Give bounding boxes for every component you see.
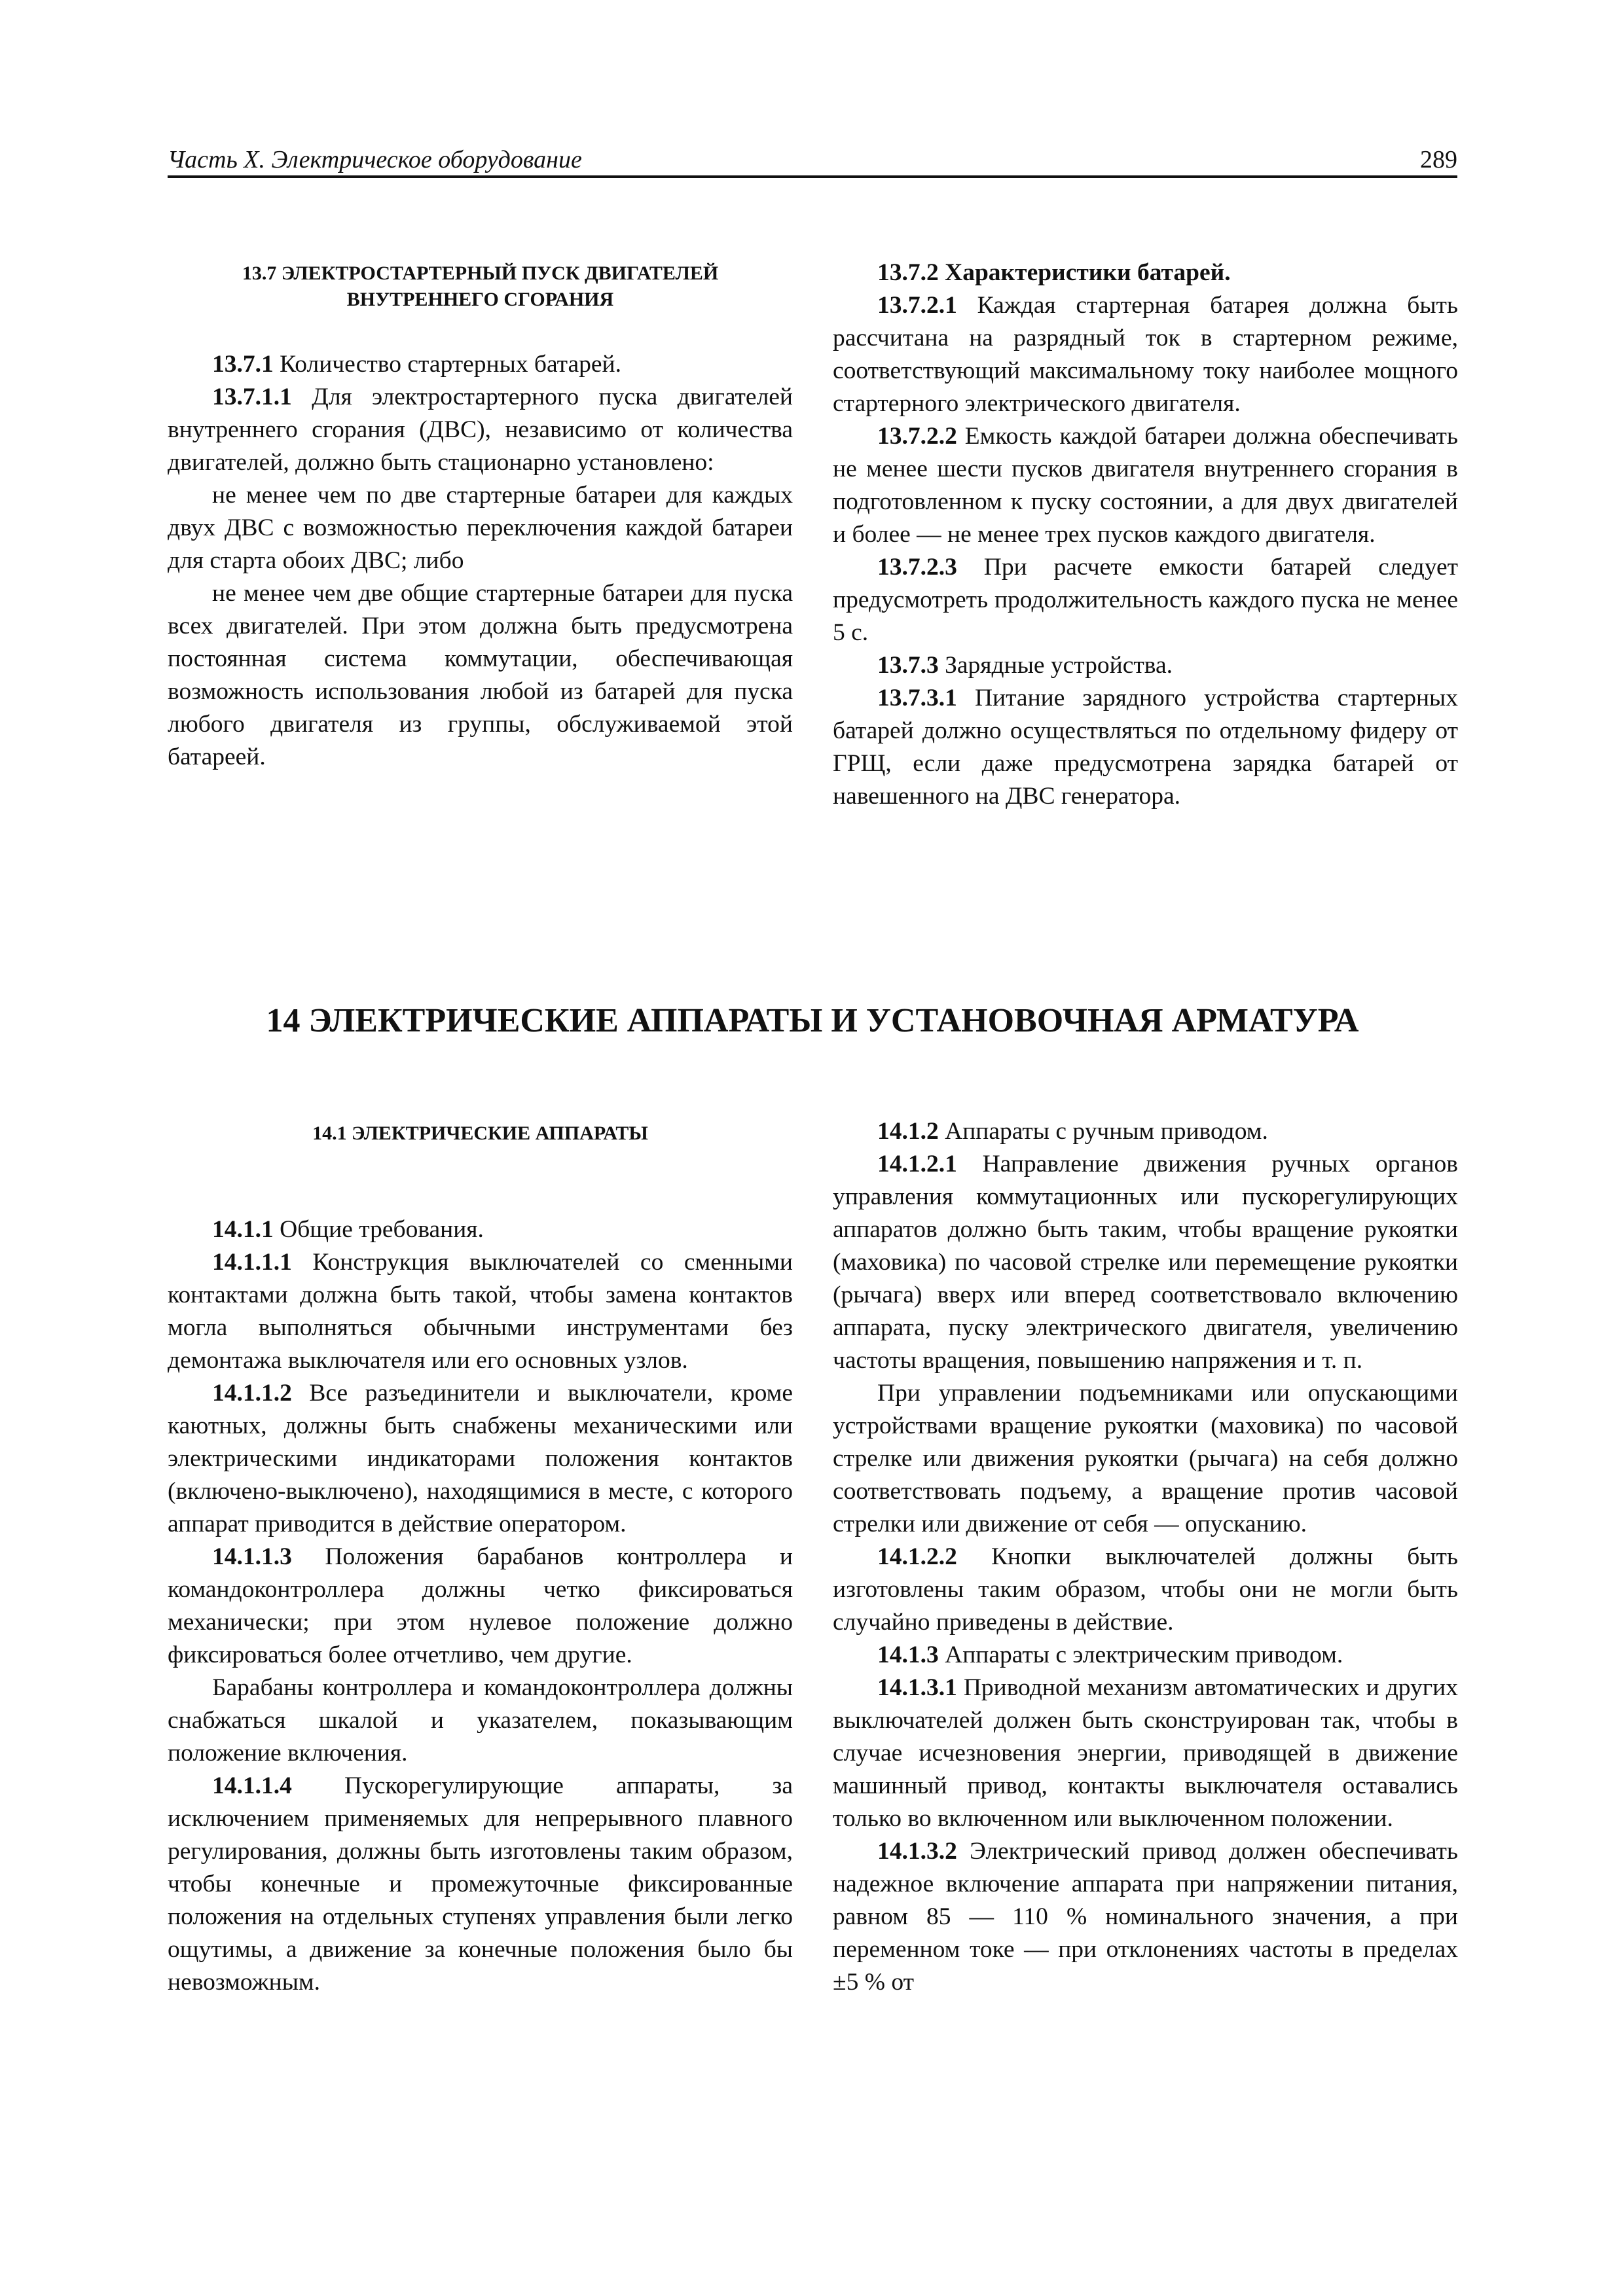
paragraph-14-1-1	[168, 1213, 793, 1246]
clause-number: 14.1.1.4	[212, 1772, 292, 1799]
paragraph-13-7-3-1	[833, 682, 1458, 813]
paragraph-13-7-2-2	[833, 420, 1458, 551]
clause-number: 14.1.2.2	[877, 1543, 957, 1570]
section-13-7-title-line1: 13.7 ЭЛЕКТРОСТАРТЕРНЫЙ ПУСК ДВИГАТЕЛЕЙ	[242, 262, 719, 284]
clause-number: 14.1.2.1	[877, 1151, 957, 1177]
clause-text: Характеристики батарей.	[938, 259, 1231, 286]
clause-number: 14.1.1.1	[212, 1249, 292, 1276]
clause-number: 13.7.2.3	[877, 554, 957, 581]
clause-text: Аппараты с электрическим приводом.	[938, 1641, 1343, 1668]
paragraph-13-7-1-1	[168, 381, 793, 479]
paragraph-14-1-2	[833, 1115, 1458, 1148]
page-number: 289	[1420, 146, 1457, 173]
paragraph-14-1-3-1	[833, 1672, 1458, 1835]
section-13-7-right-column	[833, 257, 1458, 813]
clause-text: Приводной механизм автоматических и других выключателей должен быть сконструирован так, чтобы в случае исчезновения энергии, приводящей в движение машинный привод, контакты выключателя оставались только во включенном или выключенном положении.	[833, 1674, 1458, 1832]
paragraph-13-7-2-3	[833, 551, 1458, 649]
clause-number: 14.1.2	[877, 1118, 939, 1145]
section-13-7-left-column	[168, 260, 793, 774]
clause-text: Зарядные устройства.	[938, 652, 1173, 679]
clause-text: Количество стартерных батарей.	[273, 351, 621, 378]
clause-text: Электрический привод должен обеспечивать надежное включение аппарата при напряжении питания, равном 85 — 110 % номинального значения, а при переменном токе — при отклонениях частоты в пределах ±5 % от	[833, 1838, 1458, 1996]
clause-number: 13.7.2.1	[877, 292, 957, 319]
clause-number: 14.1.1.2	[212, 1380, 292, 1407]
paragraph-14-1-2-2	[833, 1541, 1458, 1639]
clause-text: Емкость каждой батареи должна обеспечивать не менее шести пусков двигателя внутреннего сгорания в подготовленном к пуску состоянии, а для двух двигателей и более — не менее трех пусков каждого двигателя.	[833, 423, 1458, 548]
paragraph-13-7-1	[168, 348, 793, 381]
paragraph-14-1-1-4	[168, 1770, 793, 1999]
paragraph-13-7-1-1-b: не менее чем две общие стартерные батареи для пуска всех двигателей. При этом должна быть предусмотрена постоянная система коммутации, обеспечивающая возможность использования любой из батарей для пуска любого двигателя из группы, обслуживаемой этой батареей.	[168, 580, 793, 770]
chapter-14-title: 14 ЭЛЕКТРИЧЕСКИЕ АППАРАТЫ И УСТАНОВОЧНАЯ АРМАТУРА	[266, 1002, 1359, 1039]
section-13-7-title-line2: ВНУТРЕННЕГО СГОРАНИЯ	[346, 289, 614, 310]
paragraph-14-1-1-1	[168, 1246, 793, 1377]
clause-text: Пускорегулирующие аппараты, за исключением применяемых для непрерывного плавного регулирования, должны быть изготовлены таким образом, чтобы конечные и промежуточные фиксированные положения на отдельных ступенях управления были легко ощутимы, а движение за конечные положения было бы невозможным.	[168, 1772, 793, 1996]
clause-number: 14.1.1	[212, 1216, 274, 1243]
section-14-1-left-column	[168, 1121, 793, 1999]
paragraph-13-7-1-1-a: не менее чем по две стартерные батареи для каждых двух ДВС с возможностью переключения каждой батареи для старта обоих ДВС; либо	[168, 482, 793, 574]
clause-number: 13.7.2.2	[877, 423, 957, 450]
clause-number: 14.1.3	[877, 1641, 939, 1668]
clause-number: 14.1.3.2	[877, 1838, 957, 1865]
section-14-1-title: 14.1 ЭЛЕКТРИЧЕСКИЕ АППАРАТЫ	[312, 1122, 648, 1144]
header-rule	[168, 175, 1457, 178]
clause-number: 13.7.1	[212, 351, 274, 378]
clause-number: 13.7.3.1	[877, 685, 957, 711]
clause-text: Направление движения ручных органов управления коммутационных или пускорегулирующих аппаратов должно быть таким, чтобы вращение рукоятки (маховика) по часовой стрелке или перемещение рукоятки (рычага) вверх или вперед соответствовало включению аппарата, пуску электрического двигателя, увеличению частоты вращения, повышению напряжения и т. п.	[833, 1151, 1458, 1374]
clause-number: 13.7.3	[877, 652, 939, 679]
clause-text: Общие требования.	[273, 1216, 484, 1243]
clause-text: При расчете емкости батарей следует предусмотреть продолжительность каждого пуска не менее 5 с.	[833, 554, 1458, 646]
paragraph-13-7-2-1	[833, 289, 1458, 420]
section-14-1-right-column	[833, 1115, 1458, 1999]
paragraph-14-1-1-2	[168, 1377, 793, 1541]
clause-text: Конструкция выключателей со сменными контактами должна быть такой, чтобы замена контактов могла выполняться обычными инструментами без демонтажа выключателя или его основных узлов.	[168, 1249, 793, 1374]
paragraph-14-1-2-1-b: При управлении подъемниками или опускающими устройствами вращение рукоятки (маховика) по часовой стрелке или движения рукоятки (рычага) на себя должно соответствовать подъему, а вращение против часовой стрелки или движение от себя — опусканию.	[833, 1380, 1458, 1537]
paragraph-13-7-3	[833, 649, 1458, 682]
paragraph-14-1-3-2	[833, 1835, 1458, 1999]
page-header	[168, 145, 1457, 179]
clause-text: Каждая стартерная батарея должна быть рассчитана на разрядный ток в стартерном режиме, соответствующий максимальному току наиболее мощного стартерного электрического двигателя.	[833, 292, 1458, 417]
paragraph-14-1-1-3-b: Барабаны контроллера и командоконтроллера должны снабжаться шкалой и указателем, показывающим положение включения.	[168, 1674, 793, 1767]
paragraph-14-1-1-3	[168, 1541, 793, 1672]
clause-number: 13.7.1.1	[212, 384, 292, 410]
clause-number: 14.1.1.3	[212, 1543, 292, 1570]
running-title: Часть X. Электрическое оборудование	[168, 146, 582, 173]
paragraph-14-1-3	[833, 1639, 1458, 1672]
clause-text: Питание зарядного устройства стартерных батарей должно осуществляться по отдельному фидеру от ГРЩ, если даже предусмотрена зарядка батарей от навешенного на ДВС генератора.	[833, 685, 1458, 810]
clause-text: Все разъединители и выключатели, кроме каютных, должны быть снабжены механическими или электрическими индикаторами положения контактов (включено-выключено), находящимися в месте, с которого аппарат приводится в действие оператором.	[168, 1380, 793, 1537]
clause-text: Для электростартерного пуска двигателей внутреннего сгорания (ДВС), независимо от количества двигателей, должно быть стационарно установлено:	[168, 384, 793, 476]
clause-number: 13.7.2	[877, 259, 939, 286]
paragraph-14-1-2-1	[833, 1148, 1458, 1377]
paragraph-13-7-2	[833, 257, 1458, 289]
section-13-7-title	[168, 260, 793, 313]
clause-number: 14.1.3.1	[877, 1674, 957, 1701]
clause-text: Аппараты с ручным приводом.	[938, 1118, 1268, 1145]
clause-text: Положения барабанов контроллера и командоконтроллера должны четко фиксироваться механически; при этом нулевое положение должно фиксироваться более отчетливо, чем другие.	[168, 1543, 793, 1668]
clause-text: Кнопки выключателей должны быть изготовлены таким образом, чтобы они не могли быть случайно приведены в действие.	[833, 1543, 1458, 1636]
